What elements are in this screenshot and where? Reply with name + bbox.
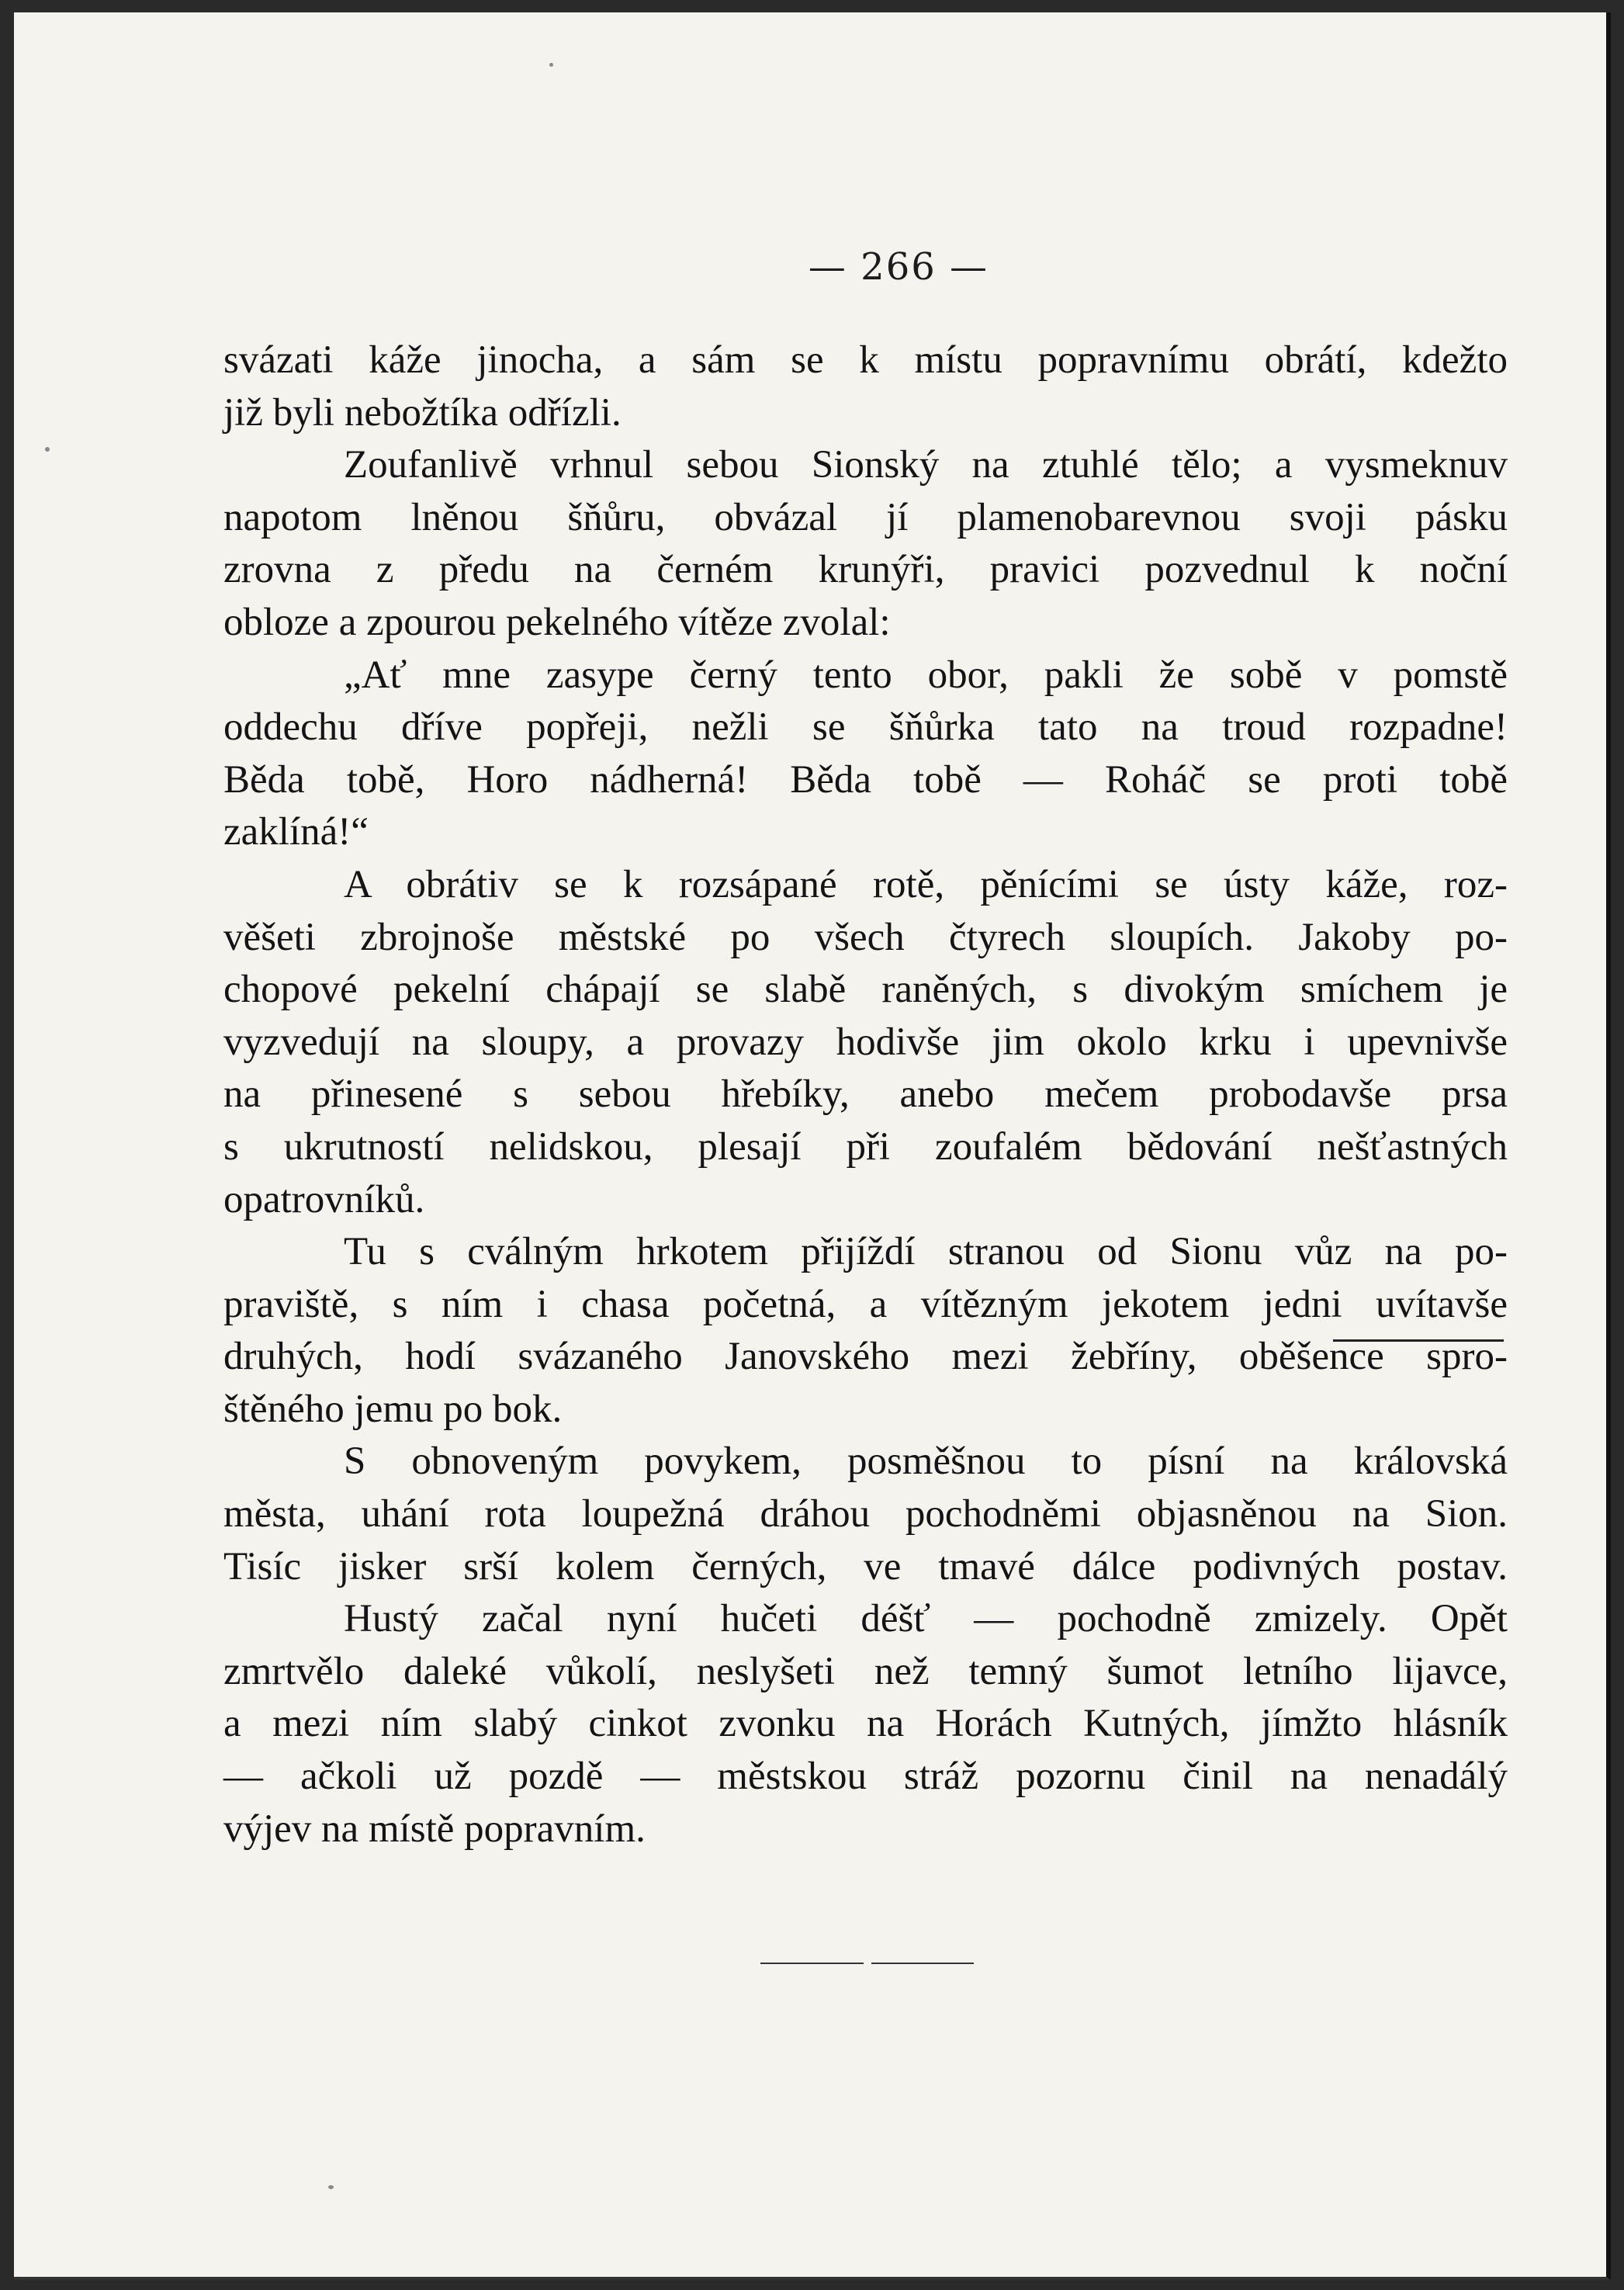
text-line: obloze a zpourou pekelného vítěze zvolal: [223,600,891,644]
paper-speck [45,447,50,452]
text-line: Tu s cválným hrkotem přijíždí stranou od Sionu vůz na po- [344,1230,1508,1274]
text-line: Hustý začal nyní hučeti déšť — pochodně zmizely. Opět [344,1597,1508,1641]
text-line: zmrtvělo daleké vůkolí, neslyšeti než temný šumot letního lijavce, [223,1649,1508,1693]
text-line: zaklíná!“ [223,810,369,854]
body-text [223,334,1508,1855]
text-line: Zoufanlivě vrhnul sebou Sionský na ztuhlé tělo; a vysmeknuv [344,443,1508,487]
text-line: věšeti zbrojnoše městské po všech čtyrech sloupích. Jakoby po- [223,915,1508,959]
text-line: druhých, hodí svázaného Janovského mezi žebříny, oběšence spro- [223,1335,1508,1379]
text-line: svázati káže jinocha, a sám se k místu popravnímu obrátí, kdežto [223,338,1508,382]
text-line: praviště, s ním i chasa početná, a vítězným jekotem jedni uvítavše [223,1282,1508,1326]
text-line: výjev na místě popravním. [223,1807,646,1851]
text-line: oddechu dříve popřeji, nežli se šňůrka tato na troud rozpadne! [223,705,1508,750]
pencil-underline [1333,1339,1504,1342]
text-line: již byli nebožtíka odřízli. [223,390,622,435]
text-line: štěného jemu po bok. [223,1387,563,1431]
text-line: na přinesené s sebou hřebíky, anebo mečem probodavše prsa [223,1072,1508,1117]
text-line: napotom lněnou šňůru, obvázal jí plamenobarevnou svoji pásku [223,495,1508,539]
book-page [14,12,1611,2280]
page-number: — 266 — [808,245,989,289]
text-line: „Ať mne zasype černý tento obor, pakli že sobě v pomstě [344,653,1508,697]
rule-gap [864,1960,871,1965]
text-line: města, uhání rota loupežná dráhou pochodněmi objasněnou na Sion. [223,1492,1508,1536]
text-line: S obnoveným povykem, posměšnou to písní na královská [344,1439,1508,1484]
paper-speck [328,2185,334,2189]
text-line: Běda tobě, Horo nádherná! Běda tobě — Roháč se proti tobě [223,757,1508,802]
text-line: Tisíc jisker srší kolem černých, ve tmavé dálce podivných postav. [223,1544,1508,1588]
text-line: s ukrutností nelidskou, plesají při zoufalém bědování nešťastných [223,1124,1508,1169]
text-line: a mezi ním slabý cinkot zvonku na Horách Kutných, jímžto hlásník [223,1702,1508,1746]
text-line: opatrovníků. [223,1177,425,1221]
text-line: chopové pekelní chápají se slabě raněných, s divokým smíchem je [223,968,1508,1012]
text-line: zrovna z předu na černém krunýři, pravici pozvednul k noční [223,548,1508,592]
paper-speck [549,63,553,67]
text-line: — ačkoli už pozdě — městskou stráž pozornu činil na nenadálý [223,1755,1508,1799]
text-line: vyzvedují na sloupy, a provazy hodivše jim okolo krku i upevnivše [223,1020,1508,1064]
text-line: A obrátiv se k rozsápané rotě, pěnícími se ústy káže, roz- [344,862,1508,906]
